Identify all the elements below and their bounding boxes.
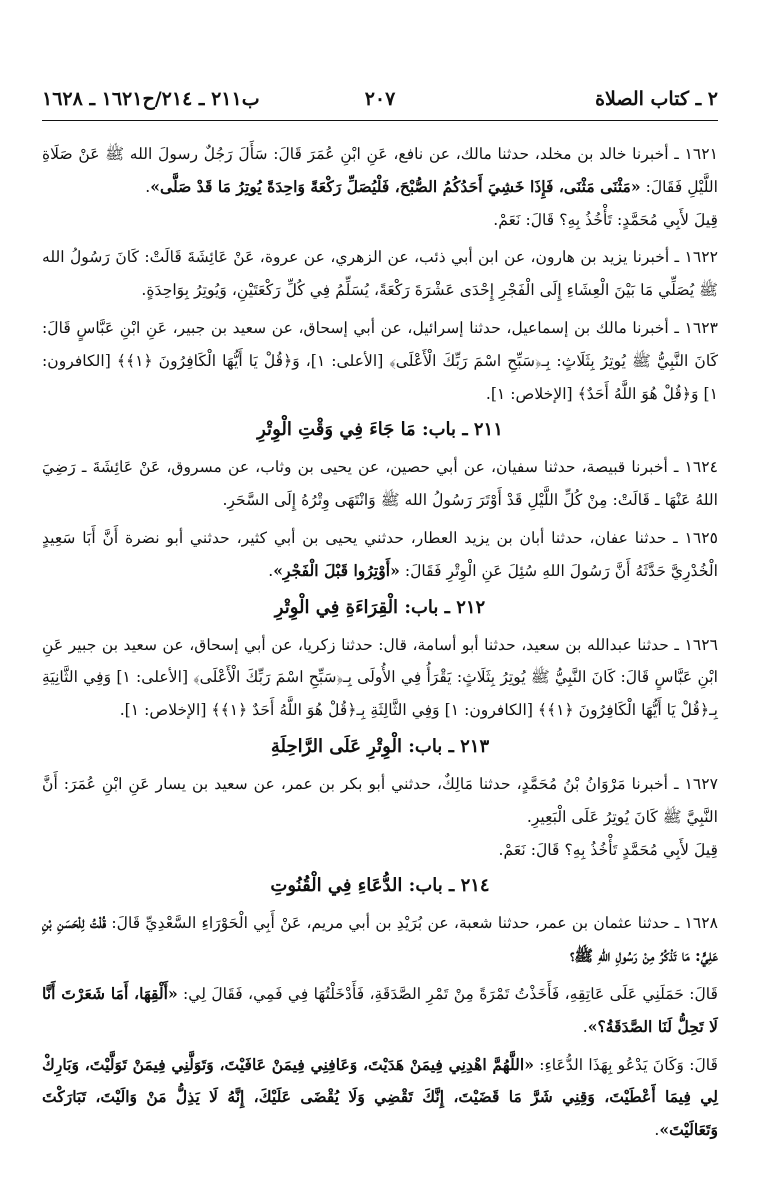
hadith-1624: ١٦٢٤ ـ أخبرنا قبيصة، حدثنا سفيان، عن أبي حصين، عن يحيى بن وثاب، عن مسروق، عَنْ عَائِشَةَ ـ رَضِيَ اللهُ عَنْهَا ـ قَالَتْ: مِنْ كُلِّ اللَّيْلِ قَدْ أَوْتَرَ رَسُولُ الله ﷺ وَانْتَهَى وِتْرُهُ إِلَى السَّحَرِ. [42, 458, 718, 510]
hadith-1625-end: . [268, 561, 274, 580]
page-body [42, 138, 718, 1152]
hadith-1622: ١٦٢٢ ـ أخبرنا يزيد بن هارون، عن ابن أبي ذئب، عن الزهري، عن عروة، عَنْ عَائِشَةَ قَالَتْ: كَانَ رَسُولُ الله ﷺ يُصَلِّي مَا بَيْنَ الْعِشَاءِ إِلَى الْفَجْرِ إِحْدَى عَشْرَةَ رَكْعَةً، يُسَلِّمُ فِي كُلِّ رَكْعَتَيْنِ، وَيُوتِرُ بِوَاحِدَةٍ. [42, 248, 718, 300]
hadith-1621-isnad: ١٦٢١ ـ أخبرنا خالد بن مخلد، حدثنا مالك، عن نافع، عَنِ ابْنِ عُمَرَ قَالَ: سَأَلَ رَجُلٌ رسولَ الله ﷺ عَنْ صَلَاةِ اللَّيْلِ فَقَالَ: [42, 145, 718, 196]
hadith-1628-question: قُلْتُ لِلْحَسَنِ بْنِ عَلِيٍّ: مَا تَذْكُرُ مِنْ رَسُولِ اللهِ ﷺ؟ [42, 913, 718, 966]
hadith-1628 [42, 907, 718, 973]
hadith-1628-dua-text: «اللَّهُمَّ اهْدِنِي فِيمَنْ هَدَيْتَ، وَعَافِنِي فِيمَنْ عَافَيْتَ، وَتَوَلَّنِي فِيمَنْ تَوَلَّيْتَ، وَبَارِكْ لِي فِيمَا أَعْطَيْتَ، وَقِنِي شَرَّ مَا قَضَيْتَ، إِنَّكَ تَقْضِي وَلَا يُقْضَى عَلَيْكَ، إِنَّهُ لَا يَذِلُّ مَنْ وَالَيْتَ، تَبَارَكْتَ وَتَعَالَيْتَ» [42, 1054, 718, 1140]
page-number: ٢٠٧ [364, 88, 396, 110]
hadith-1628-isnad: ١٦٢٨ ـ حدثنا عثمان بن عمر، حدثنا شعبة، عن بُرَيْدِ بن أبي مريم، عَنْ أَبِي الْحَوْرَاءِ السَّعْدِيِّ قَالَ: [106, 914, 718, 933]
chapter-heading-211: ٢١١ ـ باب: مَا جَاءَ فِي وَقْتِ الْوِتْرِ [257, 419, 503, 441]
chapter-heading-212: ٢١٢ ـ باب: الْقِرَاءَةِ فِي الْوِتْرِ [274, 596, 486, 618]
hadith-1628-answer [42, 978, 718, 1044]
hadith-1628-dua-end: . [654, 1121, 660, 1140]
hadith-1621-matn: «مَثْنَى مَثْنَى، فَإِذَا خَشِيَ أَحَدُكُمُ الصُّبْحَ، فَلْيُصَلِّ رَكْعَةً وَاحِدَةً يُوتِرُ مَا قَدْ صَلَّى» [150, 176, 641, 196]
hadith-1628-answer-matn: «أَلْقِهَا، أَمَا شَعَرْتَ أَنَّا لَا تَحِلُّ لَنَا الصَّدَقَةُ؟» [42, 983, 718, 1036]
header-rule [42, 120, 718, 121]
hadith-1627: ١٦٢٧ ـ أخبرنا مَرْوَانُ بْنُ مُحَمَّدٍ، حدثنا مَالِكٌ، حدثني أبو بكر بن عمر، عن سعيد بن يسار عَنِ ابْنِ عُمَرَ: أَنَّ النَّبِيَّ ﷺ كَانَ يُوتِرُ عَلَى الْبَعِيرِ. [42, 774, 718, 826]
hadith-1628-answer-end: . [582, 1017, 588, 1036]
chapter-heading-214: ٢١٤ ـ باب: الدُّعَاءِ فِي الْقُنُوتِ [270, 875, 490, 897]
hadith-1626: ١٦٢٦ ـ حدثنا عبدالله بن سعيد، حدثنا أبو أسامة، قال: حدثنا زكريا، عن أبي إسحاق، عن سعيد بن جبير عَنِ ابْنِ عَبَّاسٍ قَالَ: كَانَ النَّبِيُّ ﷺ يُوتِرُ بِثَلَاثٍ: يَقْرَأُ فِي الأُولَى بِـ﴿سَبِّحِ اسْمَ رَبِّكَ الْأَعْلَى﴾ [الأعلى: ١] وَفِي الثَّانِيَةِ بِـ﴿قُلْ يَا أَيُّهَا الْكَافِرُونَ ﴿١﴾﴾ [الكافرون: ١] وَفِي الثَّالِثَةِ بِـ﴿قُلْ هُوَ اللَّهُ أَحَدٌ ﴿١﴾﴾ [الإخلاص: ١]. [42, 635, 718, 720]
hadith-1621-end: . [145, 177, 151, 196]
reference-range: ب٢١١ ـ ٢١٤/ح١٦٢١ ـ ١٦٢٨ [42, 88, 260, 110]
hadith-1627-note: قِيلَ لأَبِي مُحَمَّدٍ تَأْخُذُ بِهِ؟ قَالَ: نَعَمْ. [498, 840, 718, 859]
hadith-1628-answer-text: قَالَ: حَمَلَنِي عَلَى عَاتِقِهِ، فَأَخَذْتُ تَمْرَةً مِنْ تَمْرِ الصَّدَقَةِ، فَأَدْخَلْتُهَا فِي فَمِي، فَقَالَ لِي: [177, 984, 718, 1003]
hadith-1628-dua-intro: قَالَ: وَكَانَ يَدْعُو بِهَذَا الدُّعَاءِ: [533, 1055, 718, 1074]
chapter-heading-213: ٢١٣ ـ باب: الْوِتْرِ عَلَى الرَّاحِلَةِ [270, 735, 490, 757]
hadith-1621-note: قِيلَ لأَبِي مُحَمَّدٍ: تَأْخُذُ بِهِ؟ قَالَ: نَعَمْ. [493, 210, 718, 229]
chapter-title: ٢ ـ كتاب الصلاة [595, 88, 718, 110]
hadith-1621 [42, 138, 718, 204]
hadith-1625-matn: «أَوْتِرُوا قَبْلَ الْفَجْرِ» [273, 560, 400, 580]
hadith-1625-isnad: ١٦٢٥ ـ حدثنا عفان، حدثنا أبان بن يزيد العطار، حدثني يحيى بن أبي كثير، حدثني أبو نضرة أَنَّ أَبَا سَعِيدٍ الْخُدْرِيَّ حَدَّثَهُ أَنَّ رَسُولَ اللهِ سُئِلَ عَنِ الْوِتْرِ فَقَالَ: [42, 528, 718, 580]
hadith-1628-dua [42, 1049, 718, 1147]
running-header [42, 88, 718, 118]
hadith-1625 [42, 522, 718, 588]
hadith-1623: ١٦٢٣ ـ أخبرنا مالك بن إسماعيل، حدثنا إسرائيل، عن أبي إسحاق، عن سعيد بن جبير، عَنِ ابْنِ عَبَّاسٍ قَالَ: كَانَ النَّبِيُّ ﷺ يُوتِرُ بِثَلَاثٍ: بِـ﴿سَبِّحِ اسْمَ رَبِّكَ الْأَعْلَى﴾ [الأعلى: ١]، وَ﴿قُلْ يَا أَيُّهَا الْكَافِرُونَ ﴿١﴾﴾ [الكافرون: ١] وَ﴿قُلْ هُوَ اللَّهُ أَحَدٌ﴾ [الإخلاص: ١]. [42, 318, 718, 403]
